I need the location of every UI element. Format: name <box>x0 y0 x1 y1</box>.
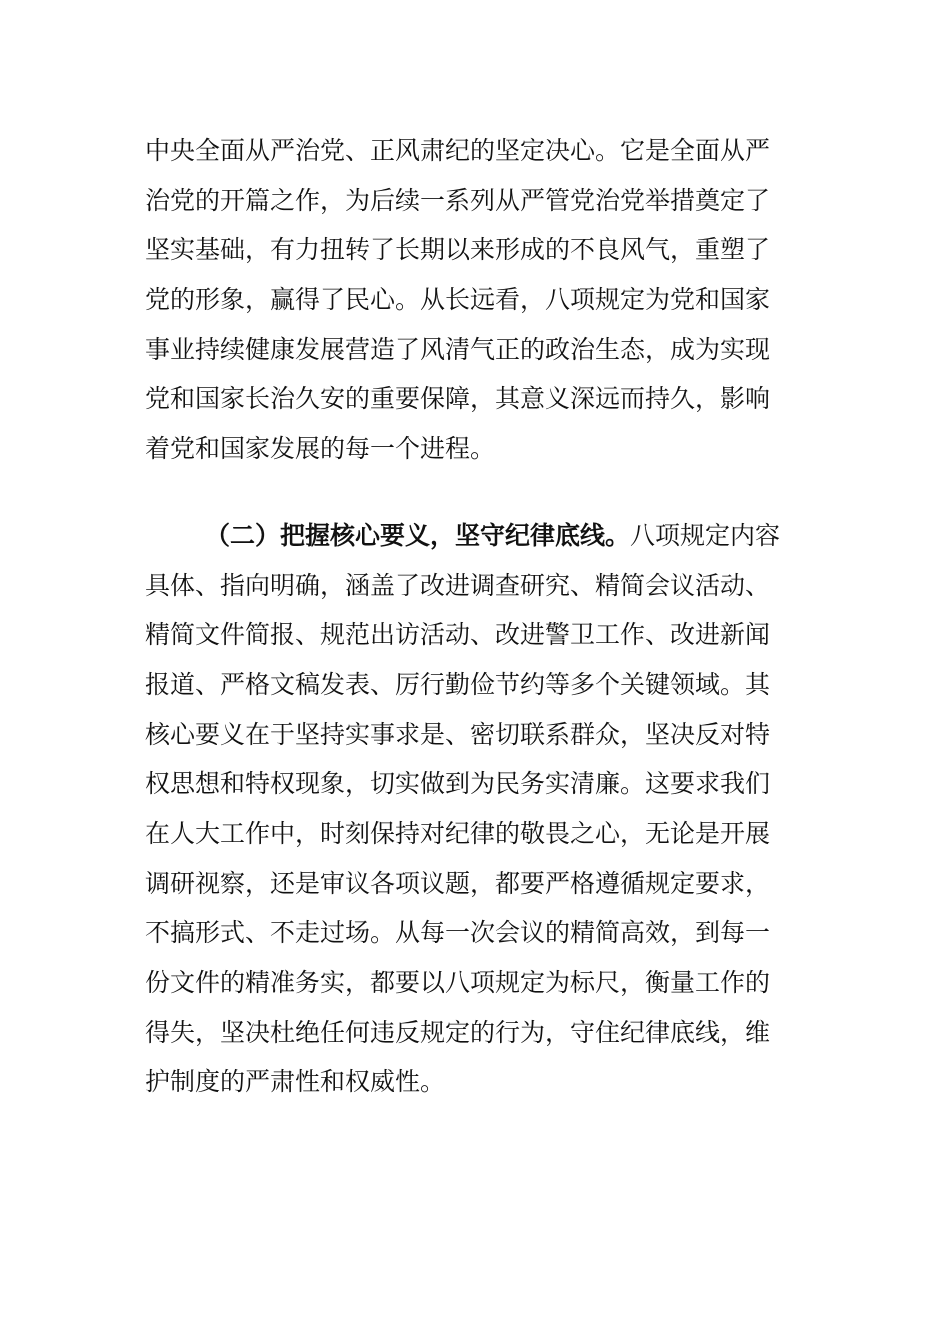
paragraph-2-line: 权思想和特权现象，切实做到为民务实清廉。这要求我们 <box>145 769 771 799</box>
paragraph-2-line: 得失，坚决杜绝任何违反规定的行为，守住纪律底线，维 <box>145 1017 771 1047</box>
paragraph-2-line: 在人大工作中，时刻保持对纪律的敬畏之心，无论是开展 <box>145 818 771 848</box>
paragraph-1-line: 治党的开篇之作，为后续一系列从严管党治党举措奠定了 <box>145 185 771 215</box>
document-body <box>145 126 785 1107</box>
paragraph-2-line: 调研视察，还是审议各项议题，都要严格遵循规定要求， <box>145 868 771 898</box>
paragraph-1-line: 着党和国家发展的每一个进程。 <box>145 434 496 464</box>
paragraph-2-line: 护制度的严肃性和权威性。 <box>145 1067 446 1097</box>
paragraph-1-line: 事业持续健康发展营造了风清气正的政治生态，成为实现 <box>145 334 771 364</box>
section-heading: （二）把握核心要义，坚守纪律底线。 <box>205 520 631 550</box>
paragraph-2-line: 具体、指向明确，涵盖了改进调查研究、精简会议活动、 <box>145 570 771 600</box>
paragraph-spacer <box>145 474 785 511</box>
paragraph-2-first-line <box>145 511 785 561</box>
paragraph-1-line: 党的形象，赢得了民心。从长远看，八项规定为党和国家 <box>145 285 771 315</box>
paragraph-1-line: 中央全面从严治党、正风肃纪的坚定决心。它是全面从严 <box>145 136 771 165</box>
paragraph-1-line: 党和国家长治久安的重要保障，其意义深远而持久，影响 <box>145 384 771 414</box>
paragraph-2-line: 不搞形式、不走过场。从每一次会议的精简高效，到每一 <box>145 918 771 948</box>
paragraph-2-first-line-text: 八项规定内容 <box>630 520 781 550</box>
paragraph-2 <box>145 511 785 1107</box>
paragraph-2-line: 份文件的精准务实，都要以八项规定为标尺，衡量工作的 <box>145 968 771 997</box>
paragraph-2-line: 核心要义在于坚持实事求是、密切联系群众，坚决反对特 <box>145 719 771 749</box>
paragraph-1 <box>145 126 785 474</box>
paragraph-2-line: 精简文件简报、规范出访活动、改进警卫工作、改进新闻 <box>145 620 771 650</box>
paragraph-1-line: 坚实基础，有力扭转了长期以来形成的不良风气，重塑了 <box>145 235 771 265</box>
paragraph-2-line: 报道、严格文稿发表、厉行勤俭节约等多个关键领域。其 <box>145 669 771 699</box>
